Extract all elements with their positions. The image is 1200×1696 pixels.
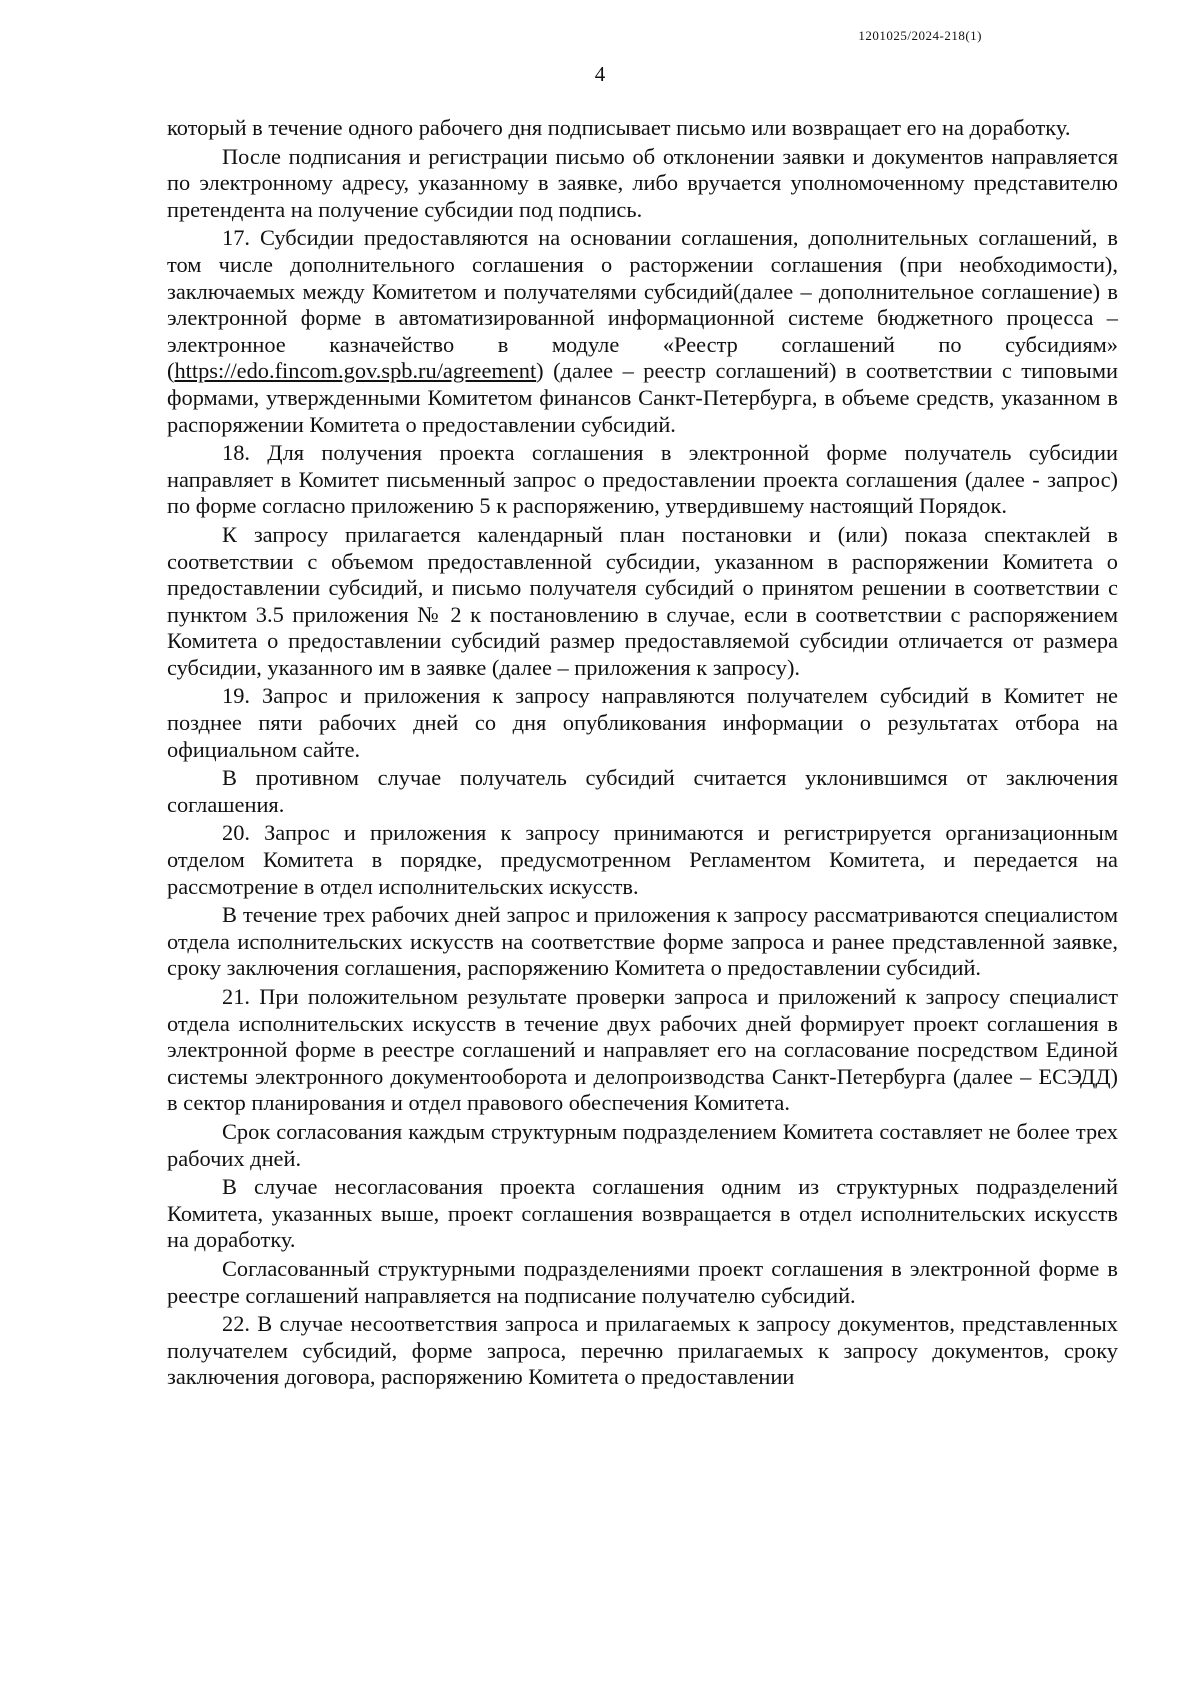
document-code: 1201025/2024-218(1) (858, 28, 982, 43)
paragraph-18: 18. Для получения проекта соглашения в электронной форме получатель субсидии направляет в Комитет письменный запрос о предоставлении проекта соглашения (далее - запрос) по форме согласно приложению 5 к распоряжению, утвердившему настоящий Порядок. (167, 440, 1118, 519)
paragraph-letter-sending: После подписания и регистрации письмо об отклонении заявки и документов направляется по электронному адресу, указанному в заявке, либо вручается уполномоченному представителю претендента на получение субсидии под подпись. (167, 143, 1118, 222)
paragraph-20: 20. Запрос и приложения к запросу принимаются и регистрируется организационным отделом Комитета в порядке, предусмотренном Регламентом Комитета, и передается на рассмотрение в отдел исполнительских искусств. (167, 820, 1118, 899)
paragraph-signing: Согласованный структурными подразделениями проект соглашения в электронной форме в реестре соглашений направляется на подписание получателю субсидий. (167, 1255, 1118, 1308)
agreement-registry-link[interactable]: https://edo.fincom.gov.spb.ru/agreement (174, 358, 537, 384)
paragraph-21: 21. При положительном результате проверки запроса и приложений к запросу специалист отдела исполнительских искусств в течение двух рабочих дней формирует проект соглашения в электронной форме в реестре соглашений и направляет его на согласование посредством Единой системы электронного документооборота и делопроизводства Санкт-Петербурга (далее – ЕСЭДД) в сектор планирования и отдел правового обеспечения Комитета. (167, 984, 1118, 1116)
document-body (167, 115, 1118, 1393)
paragraph-non-approval: В случае несогласования проекта соглашения одним из структурных подразделений Комитета, указанных выше, проект соглашения возвращается в отдел исполнительских искусств на доработку. (167, 1174, 1118, 1253)
paragraph-continuation: который в течение одного рабочего дня подписывает письмо или возвращает его на доработку. (167, 115, 1071, 140)
paragraph-17-tail: ) (далее – реестр соглашений) в соответствии с типовыми формами, утвержденными Комитетом финансов Санкт-Петербурга, в объеме средств, указанном в распоряжении Комитета о предоставлении субсидий. (167, 358, 1118, 437)
paragraph-19: 19. Запрос и приложения к запросу направляются получателем субсидий в Комитет не позднее пяти рабочих дней со дня опубликования информации о результатах отбора на официальном сайте. (167, 683, 1118, 762)
paragraph-17-text: 17. Субсидии предоставляются на основании соглашения, дополнительных соглашений, в том числе дополнительного соглашения о расторжении соглашения (при необходимости), заключаемых между Комитетом и получателями субсидий(далее – дополнительное соглашение) в электронной форме в автоматизированной информационной системе бюджетного процесса – электронное казначейство в модуле «Реестр соглашений по субсидиям» ( (167, 225, 1118, 384)
paragraph-approval-term: Срок согласования каждым структурным подразделением Комитета составляет не более трех рабочих дней. (167, 1118, 1118, 1171)
paragraph-request-attachments: К запросу прилагается календарный план постановки и (или) показа спектаклей в соответствии с объемом предоставленной субсидии, указанном в распоряжении Комитета о предоставлении субсидий, и письмо получателя субсидий о принятом решении в соответствии с пунктом 3.5 приложения № 2 к постановлению в случае, если в соответствии с распоряжением Комитета о предоставлении субсидий размер предоставляемой субсидии отличается от размера субсидии, указанного им в заявке (далее – приложения к запросу). (167, 521, 1118, 680)
paragraph-evasion: В противном случае получатель субсидий считается уклонившимся от заключения соглашения. (167, 765, 1118, 817)
paragraph-review: В течение трех рабочих дней запрос и приложения к запросу рассматриваются специалистом отдела исполнительских искусств на соответствие форме запроса и ранее представленной заявке, сроку заключения соглашения, распоряжению Комитета о предоставлении субсидий. (167, 902, 1118, 981)
page-number: 4 (594, 62, 606, 86)
paragraph-22: 22. В случае несоответствия запроса и прилагаемых к запросу документов, представленных получателем субсидий, форме запроса, перечню прилагаемых к запросу документов, сроку заключения договора, распоряжению Комитета о предоставлении (167, 1311, 1118, 1390)
paragraph-17 (167, 225, 1118, 438)
